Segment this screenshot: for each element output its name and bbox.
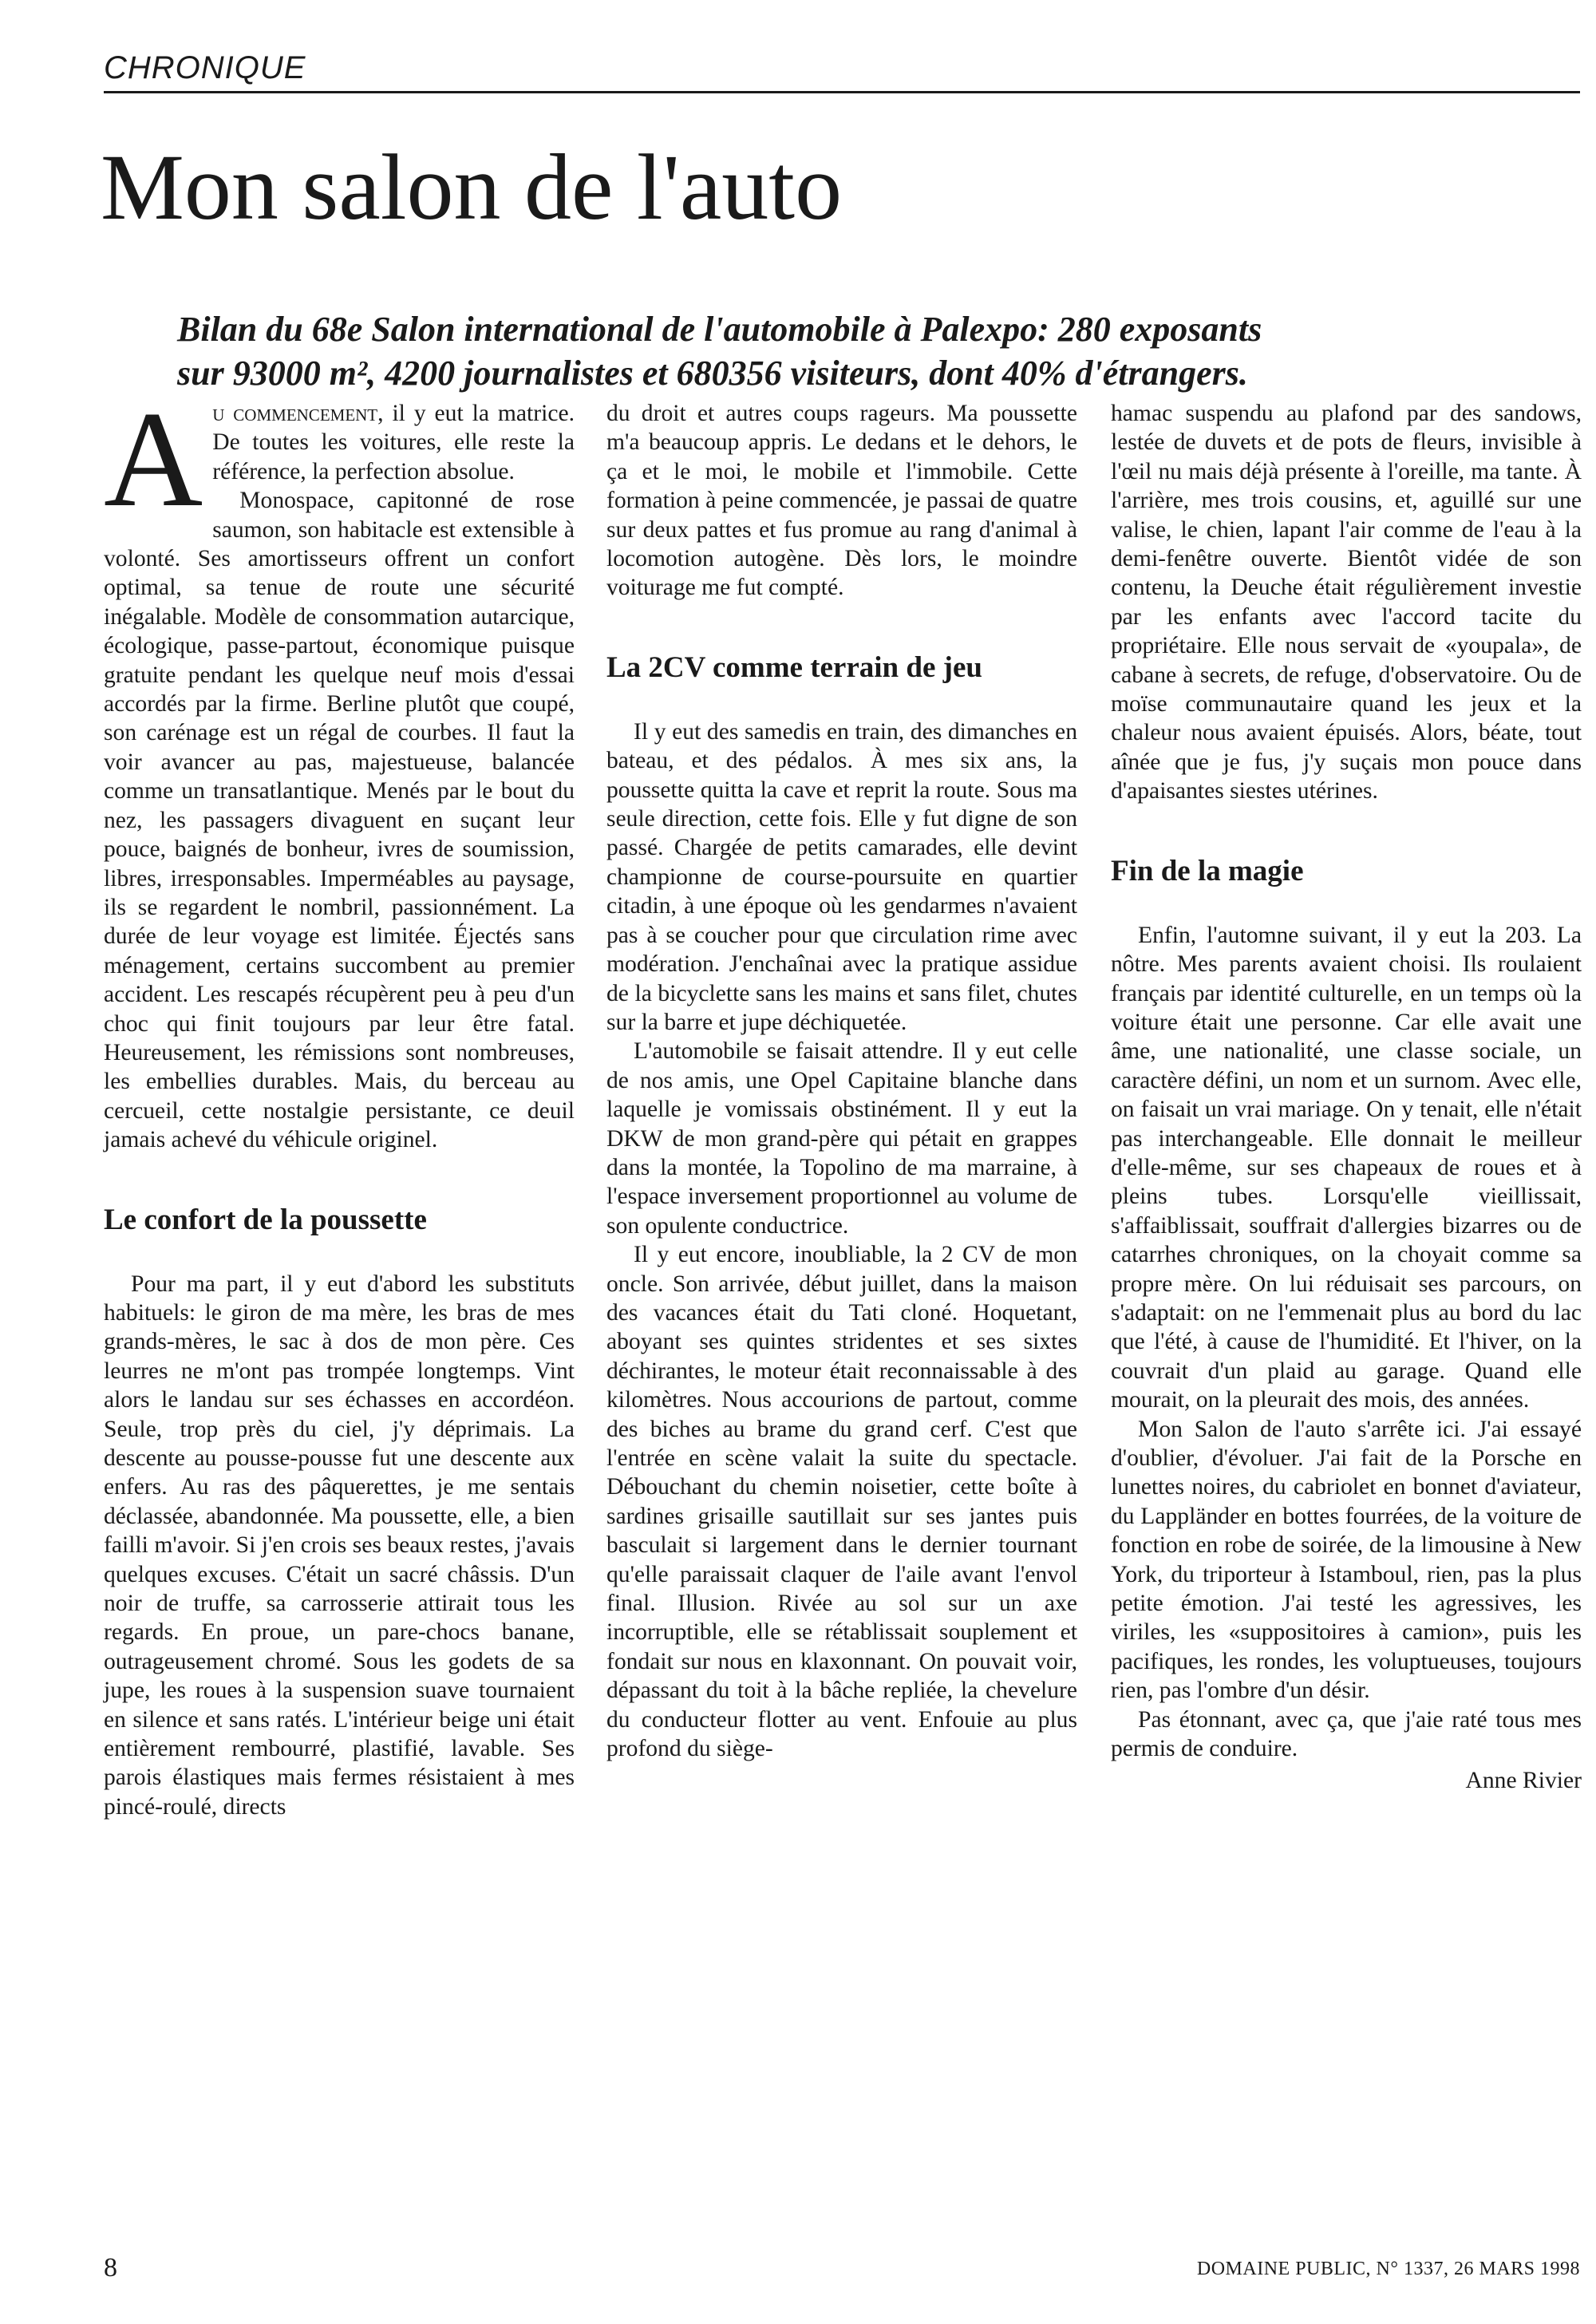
lede-line-2: sur 93000 m², 4200 journalistes et 680356 visiteurs, dont 40% d'étrangers.: [177, 354, 1248, 393]
paragraph: Enfin, l'automne suivant, il y eut la 203. La nôtre. Mes parents avaient choisi. Ils roulaient français par identité culturelle, en un temps où la voiture était une personne. Car elle avait une âme, une nationalité, une classe sociale, un caractère défini, un nom et un surnom. Avec elle, on faisait un vrai mariage. On y tenait, elle n'était pas interchangeable. Elle donnait le meilleur d'elle-même, sur ses chapeaux de roues et à pleins tubes. Lorsqu'elle vieillissait, s'affaiblissait, souffrait d'allergies bizarres ou de catarrhes chroniques, on la choyait comme sa propre mère. On lui réduisait ses parcours, on s'adaptait: on ne l'emmenait plus au bord du lac que l'été, à cause de l'humidité. Et l'hiver, on la couvrait d'un plaid au garage. Quand elle mourait, on la pleurait des mois, des années.: [1111, 922, 1582, 1413]
page-number: 8: [104, 2253, 117, 2282]
article-lede: [177, 307, 1582, 395]
section-heading: Fin de la magie: [1111, 854, 1304, 887]
paragraph: L'automobile se faisait attendre. Il y eut celle de nos amis, une Opel Capitaine blanche dans laquelle je vomissais obstinément. Il y eut la DKW de mon grand-père qui pétait en grappes dans la montée, la Topolino de ma marraine, à l'espace inversement proportionnel au volume de son opulente conductrice.: [606, 1038, 1077, 1239]
article-title: Mon salon de l'auto: [101, 135, 843, 239]
publication-info: DOMAINE PUBLIC, N° 1337, 26 MARS 1998: [1196, 2259, 1580, 2279]
column-1: [104, 384, 575, 1821]
section-heading: La 2CV comme terrain de jeu: [606, 650, 982, 684]
author-signature: Anne Rivier: [1465, 1768, 1582, 1794]
column-3: [1111, 399, 1582, 1796]
column-2: [606, 399, 1077, 1763]
section-heading: Le confort de la poussette: [104, 1203, 427, 1236]
paragraph: Pour ma part, il y eut d'abord les substituts habituels: le giron de ma mère, les bras de mes grands-mères, le sac à dos de mon père. Ces leurres ne m'ont pas trompée longtemps. Vint alors le landau sur ses échasses en accordéon. Seule, trop près du ciel, j'y déprimais. La descente au pousse-pousse fut une descente aux enfers. Au ras des pâquerettes, je me sentais déclassée, abandonnée. Ma poussette, elle, a bien failli m'avoir. Si j'en crois ses beaux restes, j'avais quelques excuses. C'était un sacré châssis. D'un noir de truffe, sa carrosserie attirait tous les regards. En proue, un pare-chocs banane, outrageusement chromé. Sous les godets de sa jupe, les roues à la suspension suave tournaient en silence et sans ratés. L'intérieur beige uni était entièrement rembourré, plastifié, lavable. Ses parois élastiques mais fermes résistaient à mes pincé-roulé, directs: [104, 1271, 575, 1820]
paragraph: Il y eut des samedis en train, des dimanches en bateau, et des pédalos. À mes six ans, la poussette quitta la cave et reprit la route. Sous ma seule direction, cette fois. Elle y fut digne de son passé. Chargée de petits camarades, elle devint championne de course-poursuite en quartier citadin, à une époque où les gendarmes n'avaient pas à se coucher pour que circulation rime avec modération. J'enchaînai avec la pratique assidue de la bicyclette sans les mains et sans filet, chutes sur la barre et jupe déchiquetée.: [606, 718, 1077, 1035]
paragraph: Il y eut encore, inoubliable, la 2 CV de mon oncle. Son arrivée, début juillet, dans la maison des vacances était du Tati cloné. Hoquetant, aboyant ses quintes stridentes et ses sixtes déchirantes, le moteur était reconnaissable à des kilomètres. Nous accourions de partout, comme des biches au brame du grand cerf. C'est que l'entrée en scène valait la suite du spectacle. Débouchant du chemin noisetier, cette boîte à sardines grisaille sautillait sur ses jantes puis basculait si largement dans le dernier tournant qu'elle paraissait claquer de l'aile avant l'envol final. Illusion. Rivée au sol sur un axe incorruptible, elle se rétablissait souplement et fondait sur nous en klaxonnant. On pouvait voir, dépassant du toit à la bâche repliée, la chevelure du conducteur flotter au vent. Enfouie au plus profond du siège-: [606, 1242, 1077, 1762]
paragraph: Pas étonnant, avec ça, que j'aie raté tous mes permis de conduire.: [1111, 1706, 1582, 1762]
section-rubric: CHRONIQUE: [104, 48, 1580, 93]
paragraph: Monospace, capitonné de rose saumon, son habitacle est extensible à volonté. Ses amortisseurs offrent un confort optimal, sa tenue de route une sécurité inégalable. Modèle de consommation autarcique, écologique, passe-partout, économique puisque gratuite pendant les quelque neuf mois d'essai accordés par la firme. Berline plutôt que coupé, son carénage est un régal de courbes. Il faut la voir avancer au pas, majestueuse, balancée comme un transatlantique. Menés par le bout du nez, les passagers divaguent en suçant leur pouce, baignés de bonheur, ivres de soumission, libres, irresponsables. Imperméables au paysage, ils se regardent le nombril, passionnément. La durée de leur voyage est limitée. Éjectés sans ménagement, certains succombent au premier accident. Les rescapés récupèrent peu à peu d'un choc qui finit toujours par leur être fatal. Heureusement, les rémissions sont nombreuses, les embellies durables. Mais, du berceau au cercueil, cette nostalgie persistante, ce deuil jamais achevé du véhicule originel.: [104, 488, 575, 1153]
intro-small-caps: u commencement: [212, 401, 378, 426]
paragraph: hamac suspendu au plafond par des sandows, lestée de duvets et de pots de fleurs, invisible à l'œil nu mais déjà présente à l'oreille, ma tante. À l'arrière, mes trois cousins, et, aguillé sur une valise, le chien, lapant l'air comme de l'eau à la demi-fenêtre ouverte. Bientôt vidée de son contenu, la Deuche était régulièrement investie par les enfants avec l'accord tacite du propriétaire. Elle nous servait de «youpala», de cabane à secrets, de refuge, d'observatoire. Ou de moïse communautaire quand les jeux et la chaleur nous avaient épuisés. Alors, béate, tout aînée que je fus, j'y suçais mon pouce dans d'apaisantes siestes utérines.: [1111, 401, 1582, 804]
drop-cap: A: [104, 384, 203, 536]
paragraph: [104, 384, 575, 536]
paragraph-text: , il y eut la matrice. De toutes les voitures, elle reste la référence, la perfection absolue.: [212, 401, 575, 484]
lede-line-1: Bilan du 68e Salon international de l'automobile à Palexpo: 280 exposants: [177, 310, 1262, 349]
paragraph: Mon Salon de l'auto s'arrête ici. J'ai essayé d'oublier, d'évoluer. J'ai fait de la Porsche en lunettes noires, du cabriolet en bonnet d'aviateur, du Lappländer en bottes fourrées, de la voiture de fonction en robe de soirée, de la limousine à New York, du triporteur à Istamboul, rien, pas la plus petite émotion. J'ai testé les agressives, les viriles, les «suppositoires à camion», puis les pacifiques, les rondes, les voluptueuses, toujours rien, pas l'ombre d'un désir.: [1111, 1416, 1582, 1704]
paragraph: du droit et autres coups rageurs. Ma poussette m'a beaucoup appris. Le dedans et le dehors, le ça et le moi, le mobile et l'immobile. Cette formation à peine commencée, je passai de quatre sur deux pattes et fus promue au rang d'animal à locomotion autogène. Dès lors, le moindre voiturage me fut compté.: [606, 401, 1077, 601]
